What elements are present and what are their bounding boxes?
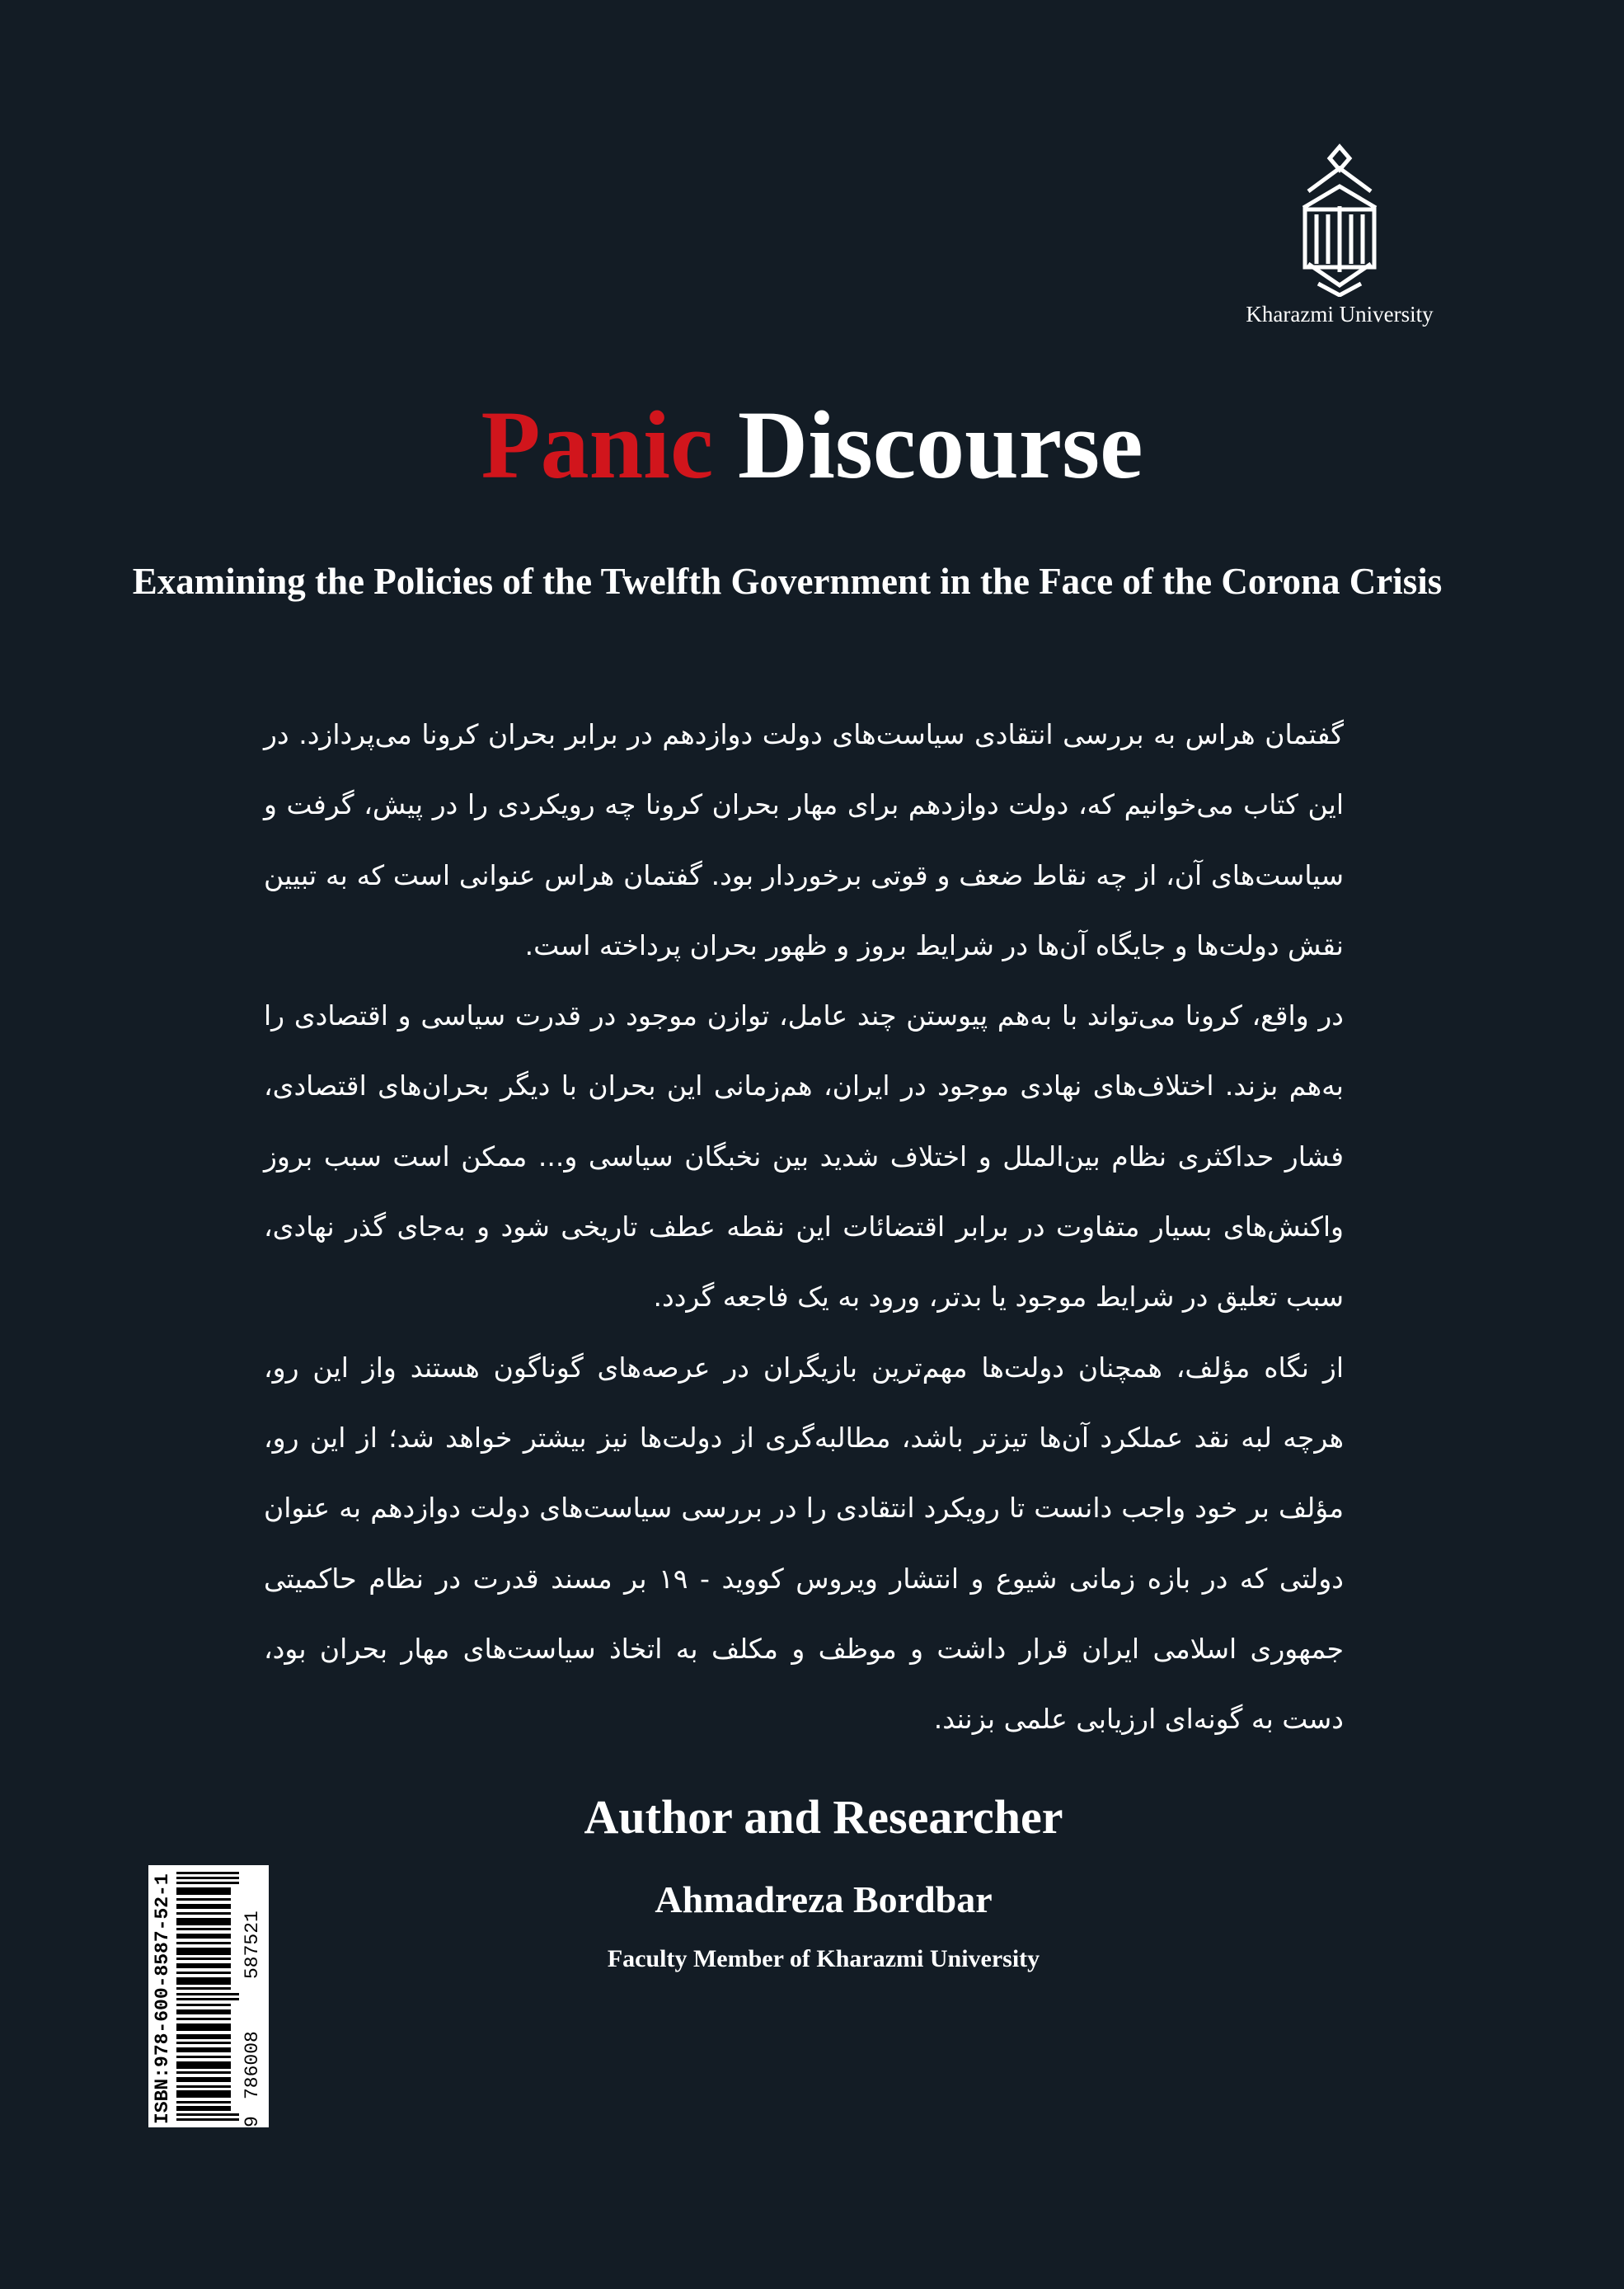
author-heading: Author and Researcher bbox=[584, 1790, 1063, 1844]
blurb-paragraph: از نگاه مؤلف، همچنان دولت‌ها مهم‌ترین بازیگران در عرصه‌های گوناگون هستند واز این رو، هرچه لبه نقد عملکرد آن‌ها تیزتر باشد، مطالبه‌گری از دولت‌ها نیز بیشتر خواهد شد؛ از این رو، مؤلف بر خود واجب دانست تا رویکرد انتقادی را در بررسی سیاست‌های دولت دوازدهم به عنوان دولتی که در بازه زمانی شیوع و انتشار ویروس کووید - ۱۹ بر مسند قدرت در نظام حاکمیتی جمهوری اسلامی ایران قرار داشت و موظف و مکلف به اتخاذ سیاست‌های مهار بحران بود، دست به گونه‌ای ارزیابی علمی بزنند. bbox=[264, 1351, 1344, 1736]
book-subtitle: Examining the Policies of the Twelfth Government in the Face of the Corona Crisis bbox=[132, 561, 1443, 602]
title-word-discourse: Discourse bbox=[737, 391, 1143, 499]
ean-right-digits: 587521 bbox=[242, 1911, 263, 1979]
publisher-name: Kharazmi University bbox=[1246, 302, 1434, 327]
title-word-panic: Panic bbox=[481, 391, 714, 499]
university-emblem-icon bbox=[1290, 140, 1389, 297]
author-name: Ahmadreza Bordbar bbox=[655, 1878, 993, 1920]
barcode-icon bbox=[176, 1872, 239, 2121]
blurb-paragraph: در واقع، کرونا می‌تواند با به‌هم پیوستن چند عامل، توازن موجود در قدرت سیاسی و اقتصادی را به‌هم بزند. اختلاف‌های نهادی موجود در ایران، هم‌زمانی این بحران با دیگر بحران‌های اقتصادی، فشار حداکثری نظام بین‌الملل و اختلاف شدید بین نخبگان سیاسی و... ممکن است سبب بروز واکنش‌های بسیار متفاوت در برابر اقتضائات این نقطه عطف تاریخی شود و به‌جای گذر نهادی، سبب تعلیق در شرایط موجود یا بدتر، ورود به یک فاجعه گردد. bbox=[264, 999, 1344, 1314]
isbn-number: ISBN:978-600-8587-52-1 bbox=[152, 1873, 173, 2124]
book-title bbox=[0, 388, 1624, 503]
publisher-logo bbox=[1237, 140, 1443, 327]
ean-left-digits: 786008 bbox=[242, 2031, 263, 2099]
author-affiliation: Faculty Member of Kharazmi University bbox=[607, 1945, 1040, 1972]
ean-lead-digit: 9 bbox=[242, 2116, 263, 2127]
blurb-paragraph: گفتمان هراس به بررسی انتقادی سیاست‌های دولت دوازدهم در برابر بحران کرونا می‌پردازد. در این کتاب می‌خوانیم که، دولت دوازدهم برای مهار بحران کرونا چه رویکردی را در پیش، گرفت و سیاست‌های آن، از چه نقاط ضعف و قوتی برخوردار بود. گفتمان هراس عنوانی است که به تبیین نقش دولت‌ها و جایگاه آن‌ها در شرایط بروز و ظهور بحران پرداخته است. bbox=[264, 718, 1344, 961]
back-cover-blurb bbox=[264, 699, 1344, 1754]
isbn-barcode bbox=[148, 1865, 269, 2127]
